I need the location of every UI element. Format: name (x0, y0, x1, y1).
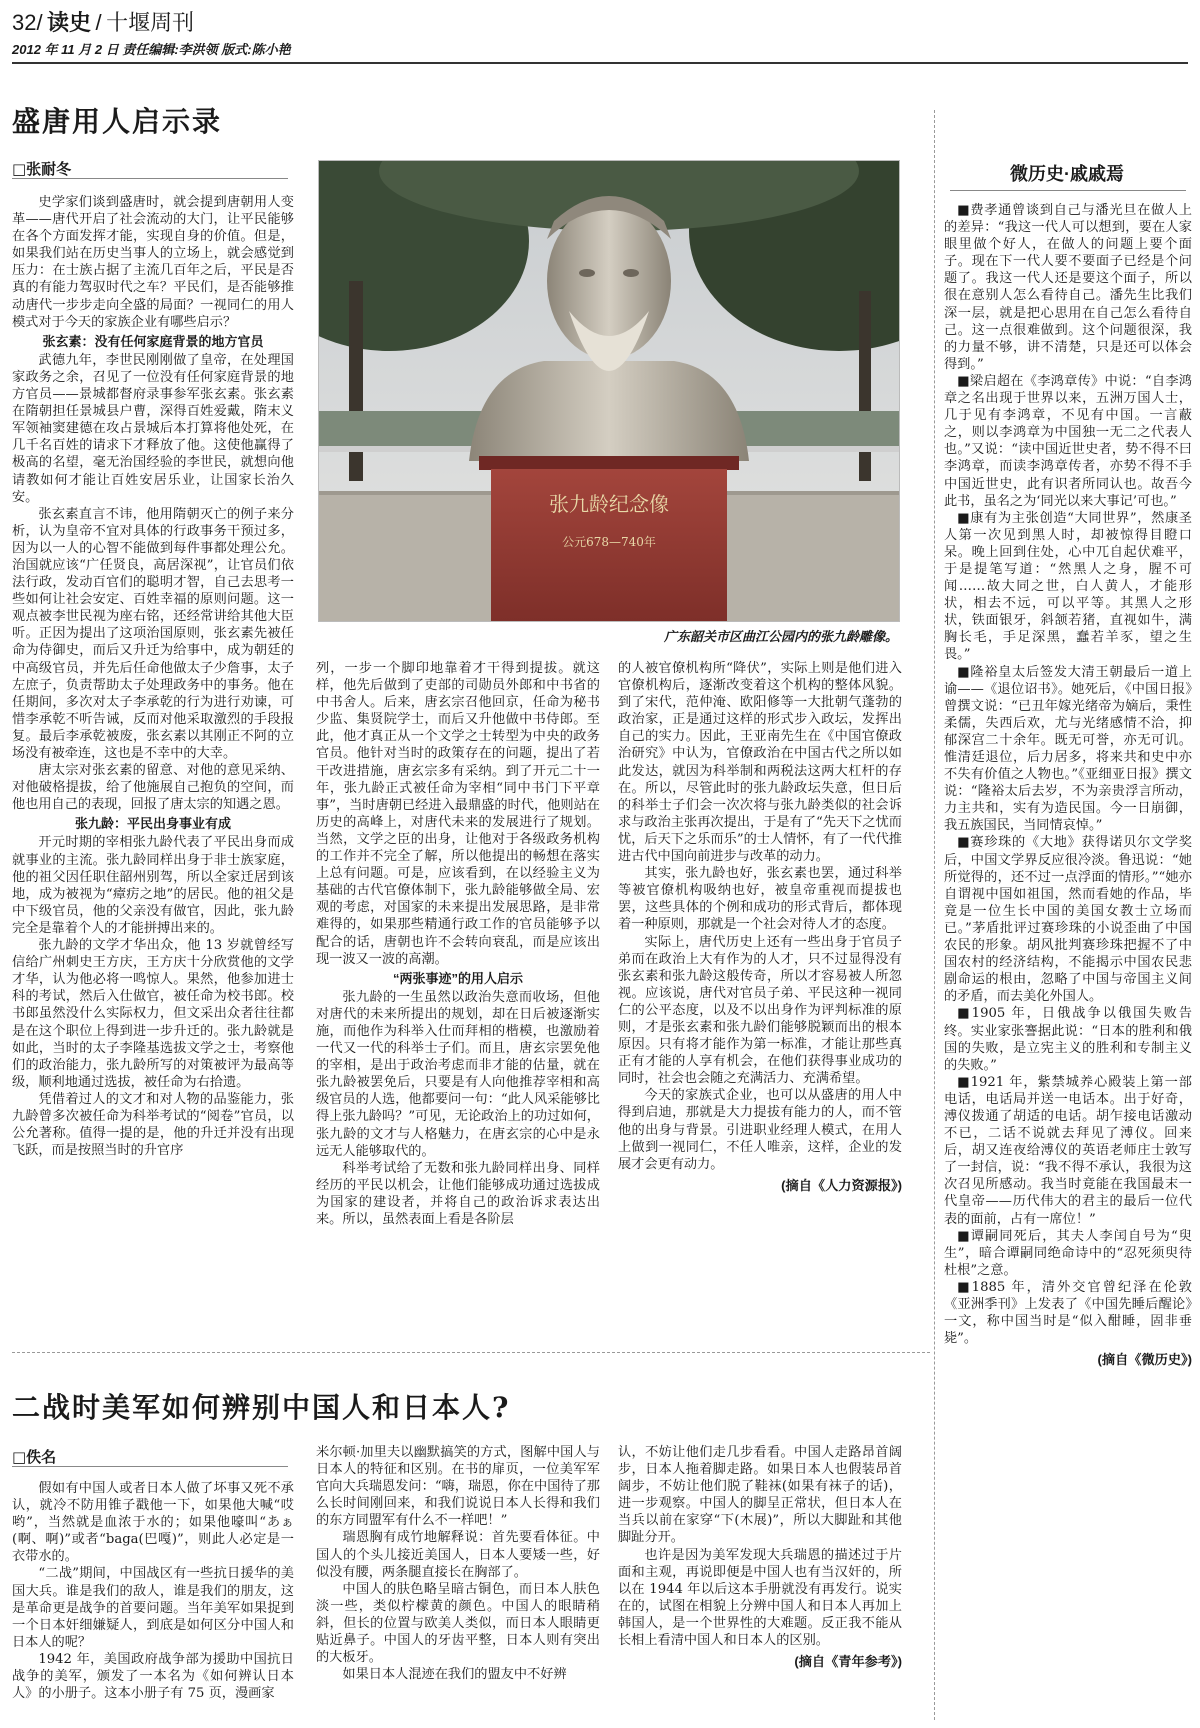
paragraph: 张九龄的一生虽然以政治失意而收场，但他对唐代的未来所提出的规划，却在日后被逐渐实施，而他作为科举入仕而拜相的楷模，也激励着一代又一代的科举士子们。而且，唐玄宗罢免他的宰相，是出于政治考虑而非才能的估量，就在张九龄被罢免后，只要是有人向他推荐宰相和高级官员的人选，他都要问一句：“此人风采能够比得上张九龄吗？”可见，无论政治上的功过如何，张九龄的文才与人格魅力，在唐玄宗的心中是永远无人能够取代的。 (316, 989, 600, 1159)
sidebar-item: ■康有为主张创造“大同世界”，然康圣人第一次见到黑人时，却被惊得目瞪口呆。晚上回到住处，心中兀自起伏难平，于是提笔写道：“然黑人之身，腥不可闻……故大同之世，白人黄人，才能形状，相去不远，可以平等。其黑人之形状，铁面银牙，斜颔若猪，直视如牛，满胸长毛，手足深黑，蠢若羊豕，望之生畏。” (944, 510, 1192, 663)
article1-column-3 (618, 660, 902, 1346)
paragraph: 唐太宗对张玄素的留意、对他的意见采纳、对他破格提拔，给了他施展自己抱负的空间，而他也用自己的表现，回报了唐太宗的知遇之恩。 (12, 763, 294, 813)
paragraph: 其实，张九龄也好，张玄素也罢，通过科举等被官僚机构吸纳也好，被皇帝重视而提拔也罢，这些具体的个例和成功的形式背后，都体现着一种原则，那就是一个社会对待人才的态度。 (618, 866, 902, 933)
sidebar-item: ■梁启超在《李鸿章传》中说：“自李鸿章之名出现于世界以来，五洲万国人士，几于见有李鸿章，不见有中国。一言蔽之，则以李鸿章为中国独一无二之代表人也。”又说：“读中国近世史者，势不得不曰李鸿章，而读李鸿章传者，亦势不得不手中国近世史，此有识者所同认也。故吾今此书，虽名之为‘同光以来大事记’可也。” (944, 373, 1192, 509)
article2-byline: □佚名 (12, 1448, 57, 1466)
paragraph: 也许是因为美军发现大兵瑞恩的描述过于片面和主观，再说即便是中国人也有当汉奸的，所以在 1944 年以后这本手册就没有再发行。说实在的，试图在相貌上分辨中国人和日本人再加上韩国人，是一个世界性的大难题。反正我不能从长相上看清中国人和日本人的区别。 (618, 1547, 902, 1649)
sidebar-item: ■赛珍珠的《大地》获得诺贝尔文学奖后，中国文学界反应很冷淡。鲁迅说：“她所觉得的，还不过一点浮面的情形。”“她亦自谓视中国如祖国，然而看她的作品，毕竟是一位生长中国的美国女教士立场而已。”茅盾批评过赛珍珠的小说歪曲了中国农民的形象。胡风批判赛珍珠把握不了中国农村的经济结构，不能揭示中国农民悲剧命运的根由，忽略了中国与帝国主义间的矛盾，而去美化外国人。 (944, 835, 1192, 1005)
paragraph: 武德九年，李世民刚刚做了皇帝，在处理国家政务之余，召见了一位没有任何家庭背景的地方官员——景城都督府录事参军张玄素。张玄素在隋朝担任景城县户曹，深得百姓爱戴，隋末义军领袖窦建德在攻占景城后本打算将他处死，在几千名百姓的请求下才释放了他。这使他赢得了极高的名望，毫无治国经验的李世民，就想向他请教如何才能让百姓安居乐业，让国家长治久安。 (12, 352, 294, 505)
header-separator: / (95, 10, 102, 35)
subheading: 张九龄：平民出身事业有成 (74, 816, 231, 832)
sidebar-column (944, 202, 1192, 1722)
paragraph: 认，不妨让他们走几步看看。中国人走路昂首阔步，日本人拖着脚走路。如果日本人也假装昂首阔步，不妨让他们脱了鞋袜(如果有袜子的话)，进一步观察。中国人的脚呈正常状，但日本人在当兵以前在家穿“下(木展)”，所以大脚趾和其他脚趾分开。 (618, 1445, 902, 1546)
paragraph: 张九龄的文学才华出众，他 13 岁就曾经写信给广州刺史王方庆，王方庆十分欣赏他的文学才华，认为他必将一鸣惊人。果然，他参加进士科的考试，然后入仕做官，被任命为校书郎。校书郎虽然没什么实际权力，但文采出众者往往都是在这个职位上得到进一步升迁的。张九龄就是如此，当时的太子李隆基选拔文学之士，考察他们的政治能力，张九龄所写的对策被评为最高等级，顺利地通过选拔，被任命为右拾遗。 (12, 938, 294, 1090)
sidebar-item: ■1885 年，清外交官曾纪泽在伦敦《亚洲季刊》上发表了《中国先睡后醒论》一文，称中国当时是“似入酣睡，固非垂毙”。 (944, 1279, 1192, 1347)
sidebar-divider (934, 110, 935, 1720)
publication-name: 十堰周刊 (106, 10, 195, 35)
subheading: “两张事迹”的用人启示 (392, 970, 523, 986)
article2-title: 二战时美军如何辨别中国人和日本人? (12, 1391, 511, 1424)
paragraph: 瑞恩胸有成竹地解释说：首先要看体征。中国人的个头儿接近美国人，日本人要矮一些，好似没有腰，两条腿直接长在胸部了。 (316, 1530, 600, 1580)
byline-rule (12, 178, 288, 179)
paragraph: 史学家们谈到盛唐时，就会提到唐朝用人变革——唐代开启了社会流动的大门，让平民能够在各个方面发挥才能，实现自身的价值。但是，如果我们站在历史当事人的立场上，就会感觉到压力：在士族占据了主流几百年之后，平民是否真的有能力驾驭时代之车？平民们，是否能够推动唐代一步步走向全盛的局面？一视同仁的用人模式对于今天的家族企业有哪些启示？ (12, 195, 294, 330)
page-header (12, 6, 291, 58)
sidebar-item: ■谭嗣同死后，其夫人李闰自号为“臾生”，暗合谭嗣同绝命诗中的“忍死须臾待杜根”之意。 (944, 1228, 1192, 1278)
article1-title: 盛唐用人启示录 (12, 105, 223, 138)
edition-meta: 2012 年 11 月 2 日 责任编辑:李洪领 版式:陈小艳 (12, 42, 291, 57)
paragraph: 科举考试给了无数和张九龄同样出身、同样经历的平民以机会，让他们能够成功通过选拔成为国家的建设者，并将自己的政治诉求表达出来。所以，虽然表面上看是各阶层 (316, 1160, 600, 1227)
statue-years: 公元678—740年 (562, 535, 656, 549)
article2-column-3 (618, 1444, 902, 1724)
byline-rule-2 (12, 1466, 288, 1467)
paragraph: 实际上，唐代历史上还有一些出身于官员子弟而在政治上大有作为的人才，只不过显得没有张玄素和张九龄这般传奇，所以才容易被人所忽视。应该说，唐代对官员子弟、平民这种一视同仁的公平态度，以及不以出身作为评判标准的原则，才是张玄素和张九龄们能够脱颖而出的根本原因。只有将才能作为第一标准，才能让那些真正有才能的人享有机会，在他们获得事业成功的同时，社会也会随之充满活力、充满希望。 (618, 934, 902, 1087)
article1-column-1 (12, 194, 294, 1346)
paragraph: 中国人的肤色略呈暗古铜色，而日本人肤色淡一些，类似柠檬黄的颜色。中国人的眼睛稍斜，但长的位置与欧美人类似，而日本人眼睛更贴近鼻子。中国人的牙齿平整，日本人则有突出的大板牙。 (316, 1581, 600, 1666)
paragraph: “二战”期间，中国战区有一些抗日援华的美国大兵。谁是我们的敌人，谁是我们的朋友，这是革命更是战争的首要问题。当年美军如果捉到一个日本奸细嫌疑人，到底是如何区分中国人和日本人的呢？ (12, 1566, 294, 1650)
article-divider (12, 1352, 930, 1353)
source-credit: (摘自《人力资源报》) (781, 1177, 902, 1193)
statue-inscription: 张九龄纪念像 (549, 492, 669, 516)
article2-column-2 (316, 1444, 600, 1724)
paragraph: 今天的家族式企业，也可以从盛唐的用人中得到启迪，那就是大力提拔有能力的人，而不管他的出身与背景。引进职业经理人模式，在用人上做到一视同仁，不任人唯亲，这样，企业的发展才会更有动力。 (618, 1088, 902, 1172)
subheading: 张玄素：没有任何家庭背景的地方官员 (42, 333, 264, 349)
sidebar-source: (摘自《微历史》) (1097, 1352, 1192, 1368)
article2-column-1 (12, 1480, 294, 1724)
source-credit: (摘自《青年参考》) (794, 1654, 902, 1670)
photo-caption: 广东韶关市区曲江公园内的张九龄雕像。 (663, 629, 898, 644)
sidebar-item: ■1905 年，日俄战争以俄国失败告终。实业家张謇据此说：“日本的胜利和俄国的失败，是立宪主义的胜利和专制主义的失败。” (944, 1006, 1192, 1073)
article1-byline: □张耐冬 (12, 160, 72, 178)
paragraph: 米尔顿·加里夫以幽默搞笑的方式，图解中国人与日本人的特征和区别。在书的扉页，一位美军军官向大兵瑞恩发问：“嗨，瑞恩，你在中国待了那么长时间刚回来，和我们说说日本人长得和我们的东方同盟军有什么不一样吧！” (316, 1445, 600, 1529)
statue-photo (318, 160, 900, 622)
paragraph: 1942 年，美国政府战争部为援助中国抗日战争的美军，颁发了一本名为《如何辨认日本人》的小册子。这本小册子有 75 页，漫画家 (12, 1651, 294, 1702)
paragraph: 凭借着过人的文才和对人物的品鉴能力，张九龄曾多次被任命为科举考试的“阅卷”官员，以公允著称。值得一提的是，他的升迁并没有出现飞跃，而是按照当时的升官序 (12, 1091, 294, 1159)
statue-illustration (319, 161, 899, 621)
sidebar-item: ■隆裕皇太后签发大清王朝最后一道上谕——《退位诏书》。她死后，《中国日报》曾撰文说：“已丑年嫁光绪帝为嫡后，秉性柔儒，失西后欢，尤与光绪感情不洽，抑郁深宫二十余年。既无可誉，亦无可讥。惟清廷退位，后力居多，将来共和史中亦不失有价值之人物也。”《亚细亚日报》撰文说：“隆裕太后去岁，不为亲贵浮言所动，力主共和，实有为造民国。今一日崩御，我五族国民，当同情哀悼。” (944, 664, 1192, 834)
section-name: 读史 (47, 10, 92, 35)
sidebar-item: ■费孝通曾谈到自己与潘光旦在做人上的差异：“我这一代人可以想到，要在人家眼里做个好人，在做人的问题上要个面子。现在下一代人要不要面子已经是个问题了。我这一代人还是要这个面子，所以很在意别人怎么看待自己。潘先生比我们深一层，就是把心思用在自己怎么看待自己。这一点很难做到。这个问题很深，我的力量不够，讲不清楚，只是还可以体会得到。” (944, 203, 1192, 372)
sidebar-title-rule (950, 190, 1186, 191)
paragraph: 张玄素直言不讳，他用隋朝灭亡的例子来分析，认为皇帝不宜对具体的行政事务干预过多，因为以一人的心智不能做到每件事都处理公允。治国就应该“广任贤良，高居深视”，让官员们依法行政，发动百官们的聪明才智，自己去思考一些如何让社会安定、百姓幸福的原则问题。这一观点被李世民视为座右铭，还经常讲给其他大臣听。正因为提出了这项治国原则，张玄素先被任命为侍御史，而后又升迁为给事中，成为朝廷的中高级官员，并先后任命他做太子少詹事，太子左庶子，负责帮助太子处理政务中的事务。他在任期间，多次对太子李承乾的行为进行劝谏，可惜李承乾不听告诫，反而对他采取激烈的手段报复。最后李承乾被废，张玄素以其刚正不阿的立场没有被牵连，这也是不幸中的大幸。 (12, 506, 294, 761)
paragraph: 假如有中国人或者日本人做了坏事又死不承认，就冷不防用锥子戳他一下，如果他大喊“哎哟”，当然就是血浓于水的；如果他嚎叫“あぁ(啊、啊)”或者“baga(巴嘎)”，则此人必定是一衣带水的。 (12, 1481, 294, 1565)
paragraph: 如果日本人混迹在我们的盟友中不好辨 (342, 1667, 567, 1683)
article1-column-2 (316, 660, 600, 1346)
paragraph: 列，一步一个脚印地靠着才干得到提拔。就这样，他先后做到了吏部的司勋员外郎和中书省的中书舍人。后来，唐玄宗召他回京，任命为秘书少监、集贤院学士，而后又升他做中书侍郎。至此，他才真正从一个文学之士转型为中央的政务官员。他针对当时的政策存在的问题，提出了若干改进措施，唐玄宗多有采纳。到了开元二十一年，张九龄正式被任命为宰相“同中书门下平章事”，当时唐朝已经进入最鼎盛的时代，他则站在历史的高峰上，对唐代未来的发展进行了规划。当然，文学之臣的出身，让他对于各级政务机构的工作并不完全了解，所以他提出的畅想在落实上总有问题。可是，应该看到，在以经验主义为基础的古代官僚体制下，张九龄能够做全局、宏观的考虑，对国家的未来提出发展思路，是非常难得的，如果那些精通行政工作的官员能够予以配合的话，唐朝也许不会转向衰乱，而是应该出现一波又一波的高潮。 (316, 661, 600, 967)
paragraph: 的人被官僚机构所“降伏”，实际上则是他们进入官僚机构后，逐渐改变着这个机构的整体风貌。到了宋代，范仲淹、欧阳修等一大批朝气蓬勃的政治家，正是通过这样的形式步入政坛，发挥出自己的实力。因此，王亚南先生在《中国官僚政治研究》中认为，官僚政治在中国古代之所以如此发达，就因为科举制和两税法这两大杠杆的存在。所以，尽管此时的张九龄政坛失意，但日后的科举士子们会一次次将与张九龄类似的社会诉求与政治主张再次提出，于是有了“先天下之忧而忧，后天下之乐而乐”的士人情怀，有了一代代推进古代中国向前进步与改革的动力。 (618, 661, 902, 865)
sidebar-item: ■1921 年，紫禁城养心殿装上第一部电话，电话局并送一电话本。出于好奇，溥仪拨通了胡适的电话。胡乍接电话激动不已，二话不说就去拜见了溥仪。回来后，胡又连夜给溥仪的英语老师庄士敦写了一封信，说：“我不得不承认，我很为这次召见所感动。我当时竟能在我国最末一代皇帝——历代伟大的君主的最后一位代表的面前，占有一席位！” (944, 1074, 1192, 1227)
paragraph: 开元时期的宰相张九龄代表了平民出身而成就事业的主流。张九龄同样出身于非士族家庭，他的祖父因任职住韶州别驾，所以全家迁居到该地，成为被视为“瘴疠之地”的居民。他的祖父是中下级官员，他的父亲没有做官，因此，张九龄完全是靠着个人的才能拼搏出来的。 (12, 835, 294, 936)
sidebar-title: 微历史·戚戚焉 (1010, 164, 1124, 184)
header-rule (12, 62, 1188, 64)
page-number: 32/ (12, 10, 43, 35)
